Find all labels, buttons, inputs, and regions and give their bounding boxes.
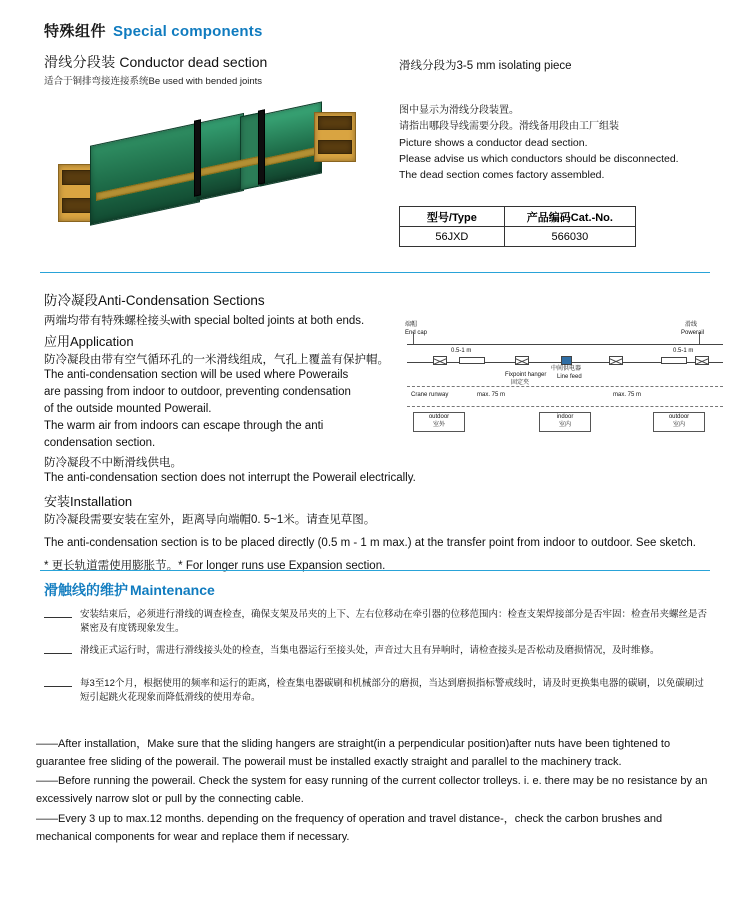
block2-heading: [44, 289, 265, 309]
maintenance-paragraph-1: ——Before running the powerail. Check the system for easy running of the current collector trolleys. i. e. there may be no resistance by an excessively narrow slot or pull by the connecting cable.: [36, 775, 708, 805]
block1-desc-line-4: The dead section comes factory assembled.: [399, 169, 605, 181]
sketch-room-2-en: outdoor: [668, 414, 690, 420]
block2-line-7: condensation section.: [44, 437, 156, 449]
sketch-endcap-en: End cap: [405, 330, 428, 336]
sketch-hanger-mid-right: [609, 356, 623, 365]
list-item: [44, 644, 710, 658]
sketch-hanger-left: [433, 356, 447, 365]
section-title-en: Special components: [113, 23, 263, 40]
list-item: [44, 608, 710, 636]
block2-line-1: 应用Application: [44, 334, 134, 349]
list-item: [44, 677, 710, 705]
sketch-feed-en: Line feed: [557, 374, 582, 380]
sketch-line-feed: [561, 356, 572, 365]
sketch-dash-2: [407, 406, 723, 407]
block2-line-6: The warm air from indoors can escape through the anti: [44, 420, 324, 432]
block2-heading-cn: 防冷凝段: [44, 293, 98, 308]
block3-title: [44, 580, 215, 600]
block2-line-4: are passing from indoor to outdoor, preventing condensation: [44, 386, 351, 398]
block2-line-11: 防冷凝段需要安装在室外，距离导向端帽0. 5~1米。请查见草图。: [44, 514, 376, 526]
sketch-dim-mid-right: max. 75 m: [613, 392, 642, 398]
block3-title-en: Maintenance: [130, 582, 215, 598]
block1-right-description: [399, 103, 729, 183]
sketch-hanger-mid-left: [515, 356, 529, 365]
sketch-section-left: [459, 357, 485, 364]
section-title-cn: 特殊组件: [44, 23, 107, 40]
block1-subheading: 适合于铜排弯接连接系统Be used with bended joints: [44, 76, 263, 87]
sketch-fixpoint-en: Fixpoint hanger: [505, 372, 547, 378]
block2-line-13: * 更长轨道需使用膨胀节。* For longer runs use Expansion section.: [44, 560, 386, 572]
divider-top: [40, 272, 710, 273]
product-photo: [48, 96, 358, 246]
sketch-endcap-cn: 端帽: [405, 322, 418, 328]
sketch-runway-label: Crane runway: [411, 392, 449, 398]
type-table: [399, 206, 636, 247]
block2-line-9: The anti-condensation section does not interrupt the Powerail electrically.: [44, 472, 416, 484]
divider-maintenance: [40, 570, 710, 571]
block2-line-3: The anti-condensation section will be used where Powerails: [44, 369, 349, 381]
block2-heading-en: Anti-Condensation Sections: [98, 293, 265, 308]
sketch-room-1-cn: 室内: [558, 421, 571, 428]
table-header-row: [400, 207, 636, 227]
sketch-room-outdoor-left: [413, 412, 465, 432]
sketch-powerail-en: Powerail: [681, 330, 705, 336]
bullet-text-0: 安装结束后，必须进行滑线的调查检查，确保支架及吊夹的上下、左右位移动在牵引器的位移范围内：检查支架焊接部分是否牢固：检查吊夹螺丝是否紧密及有度锈现象发生。: [80, 609, 708, 634]
sketch-section-right: [661, 357, 687, 364]
sketch-feed-cn: 中间供电器: [551, 366, 582, 372]
sketch-room-indoor: [539, 412, 591, 432]
sketch-rail-top: [407, 344, 723, 345]
sketch-tick-left: [413, 332, 414, 344]
sketch-powerail-cn: 滑线: [685, 322, 698, 328]
table-row: [400, 227, 636, 247]
block1-desc-line-2: Picture shows a conductor dead section.: [399, 137, 588, 149]
block2-line-0: 两端均带有特殊螺栓接头with special bolted joints at both ends.: [44, 315, 365, 327]
bullet-dash-icon: [44, 653, 72, 654]
bullet-dash-icon: [44, 617, 72, 618]
block1-heading: [44, 52, 267, 72]
sketch-dim-left: 0.5-1 m: [451, 348, 472, 354]
sketch-room-1-en: indoor: [556, 414, 574, 420]
block1-right-top-note: 滑线分段为3-5 mm isolating piece: [399, 60, 572, 72]
sketch-tick-right: [699, 332, 700, 344]
section-title: [44, 20, 263, 41]
maintenance-paragraph-2: ——Every 3 up to max.12 months. depending on the frequency of operation and travel distance-，check the carbon brushes and mechanical components for wear and replace them if necessary.: [36, 813, 663, 843]
sketch-dash-1: [407, 386, 723, 387]
block1-heading-cn: 滑线分段装: [44, 54, 116, 70]
sketch-room-0-en: outdoor: [428, 414, 450, 420]
block2-line-12: The anti-condensation section is to be placed directly (0.5 m - 1 m max.) at the transfer point from indoor to outdoor. See sketch.: [44, 537, 696, 549]
sketch-fixpoint-cn: 固定夹: [511, 380, 530, 386]
sketch-hanger-right: [695, 356, 709, 365]
table-header-catno: 产品编码Cat.-No.: [504, 207, 635, 227]
sketch-dim-mid-left: max. 75 m: [477, 392, 506, 398]
block1-desc-line-3: Please advise us which conductors should be disconnected.: [399, 153, 679, 165]
block1-heading-en: Conductor dead section: [119, 54, 268, 70]
maintenance-paragraph-0: ——After installation，Make sure that the sliding hangers are straight(in a perpendicular position)after nuts have been tightened to guarantee free sliding of the powerail. The powerail must be installed exactly straight and parallel to the machinery track.: [36, 738, 671, 768]
sketch-room-0-cn: 室外: [432, 421, 445, 428]
anti-condensation-sketch: [399, 322, 729, 440]
table-header-type: 型号/Type: [400, 207, 505, 227]
sketch-room-2-cn: 室内: [672, 421, 685, 428]
table-cell-catno: 566030: [504, 227, 635, 247]
block3-title-cn: 滑触线的维护: [44, 582, 128, 598]
block2-line-2: 防冷凝段由带有空气循环孔的一米滑线组成，气孔上覆盖有保护帽。: [44, 354, 389, 366]
block1-desc-line-1: 请指出哪段导线需要分段。滑线备用段由工厂组装: [399, 121, 619, 132]
bullet-text-2: 每3至12个月，根据使用的频率和运行的距离，检查集电器碳刷和机械部分的磨损，当达到磨损指标警戒线时，请及时更换集电器的碳刷，以免碳刷过短引起跳火花现象而降低滑线的使用寿命。: [80, 678, 704, 703]
bullet-dash-icon: [44, 686, 72, 687]
bullet-text-1: 滑线正式运行时，需进行滑线接头处的检查，当集电器运行至接头处，声音过大且有异响时，请检查接头是否松动及磨损情况，及时维修。: [80, 645, 660, 656]
table-cell-type: 56JXD: [400, 227, 505, 247]
block2-line-5: of the outside mounted Powerail.: [44, 403, 212, 415]
sketch-dim-right: 0.5-1 m: [673, 348, 694, 354]
block2-line-10: 安装Installation: [44, 494, 133, 509]
block1-desc-line-0: 图中显示为滑线分段装置。: [399, 105, 519, 116]
block2-line-8: 防冷凝段不中断滑线供电。: [44, 457, 182, 469]
sketch-room-outdoor-right: [653, 412, 705, 432]
